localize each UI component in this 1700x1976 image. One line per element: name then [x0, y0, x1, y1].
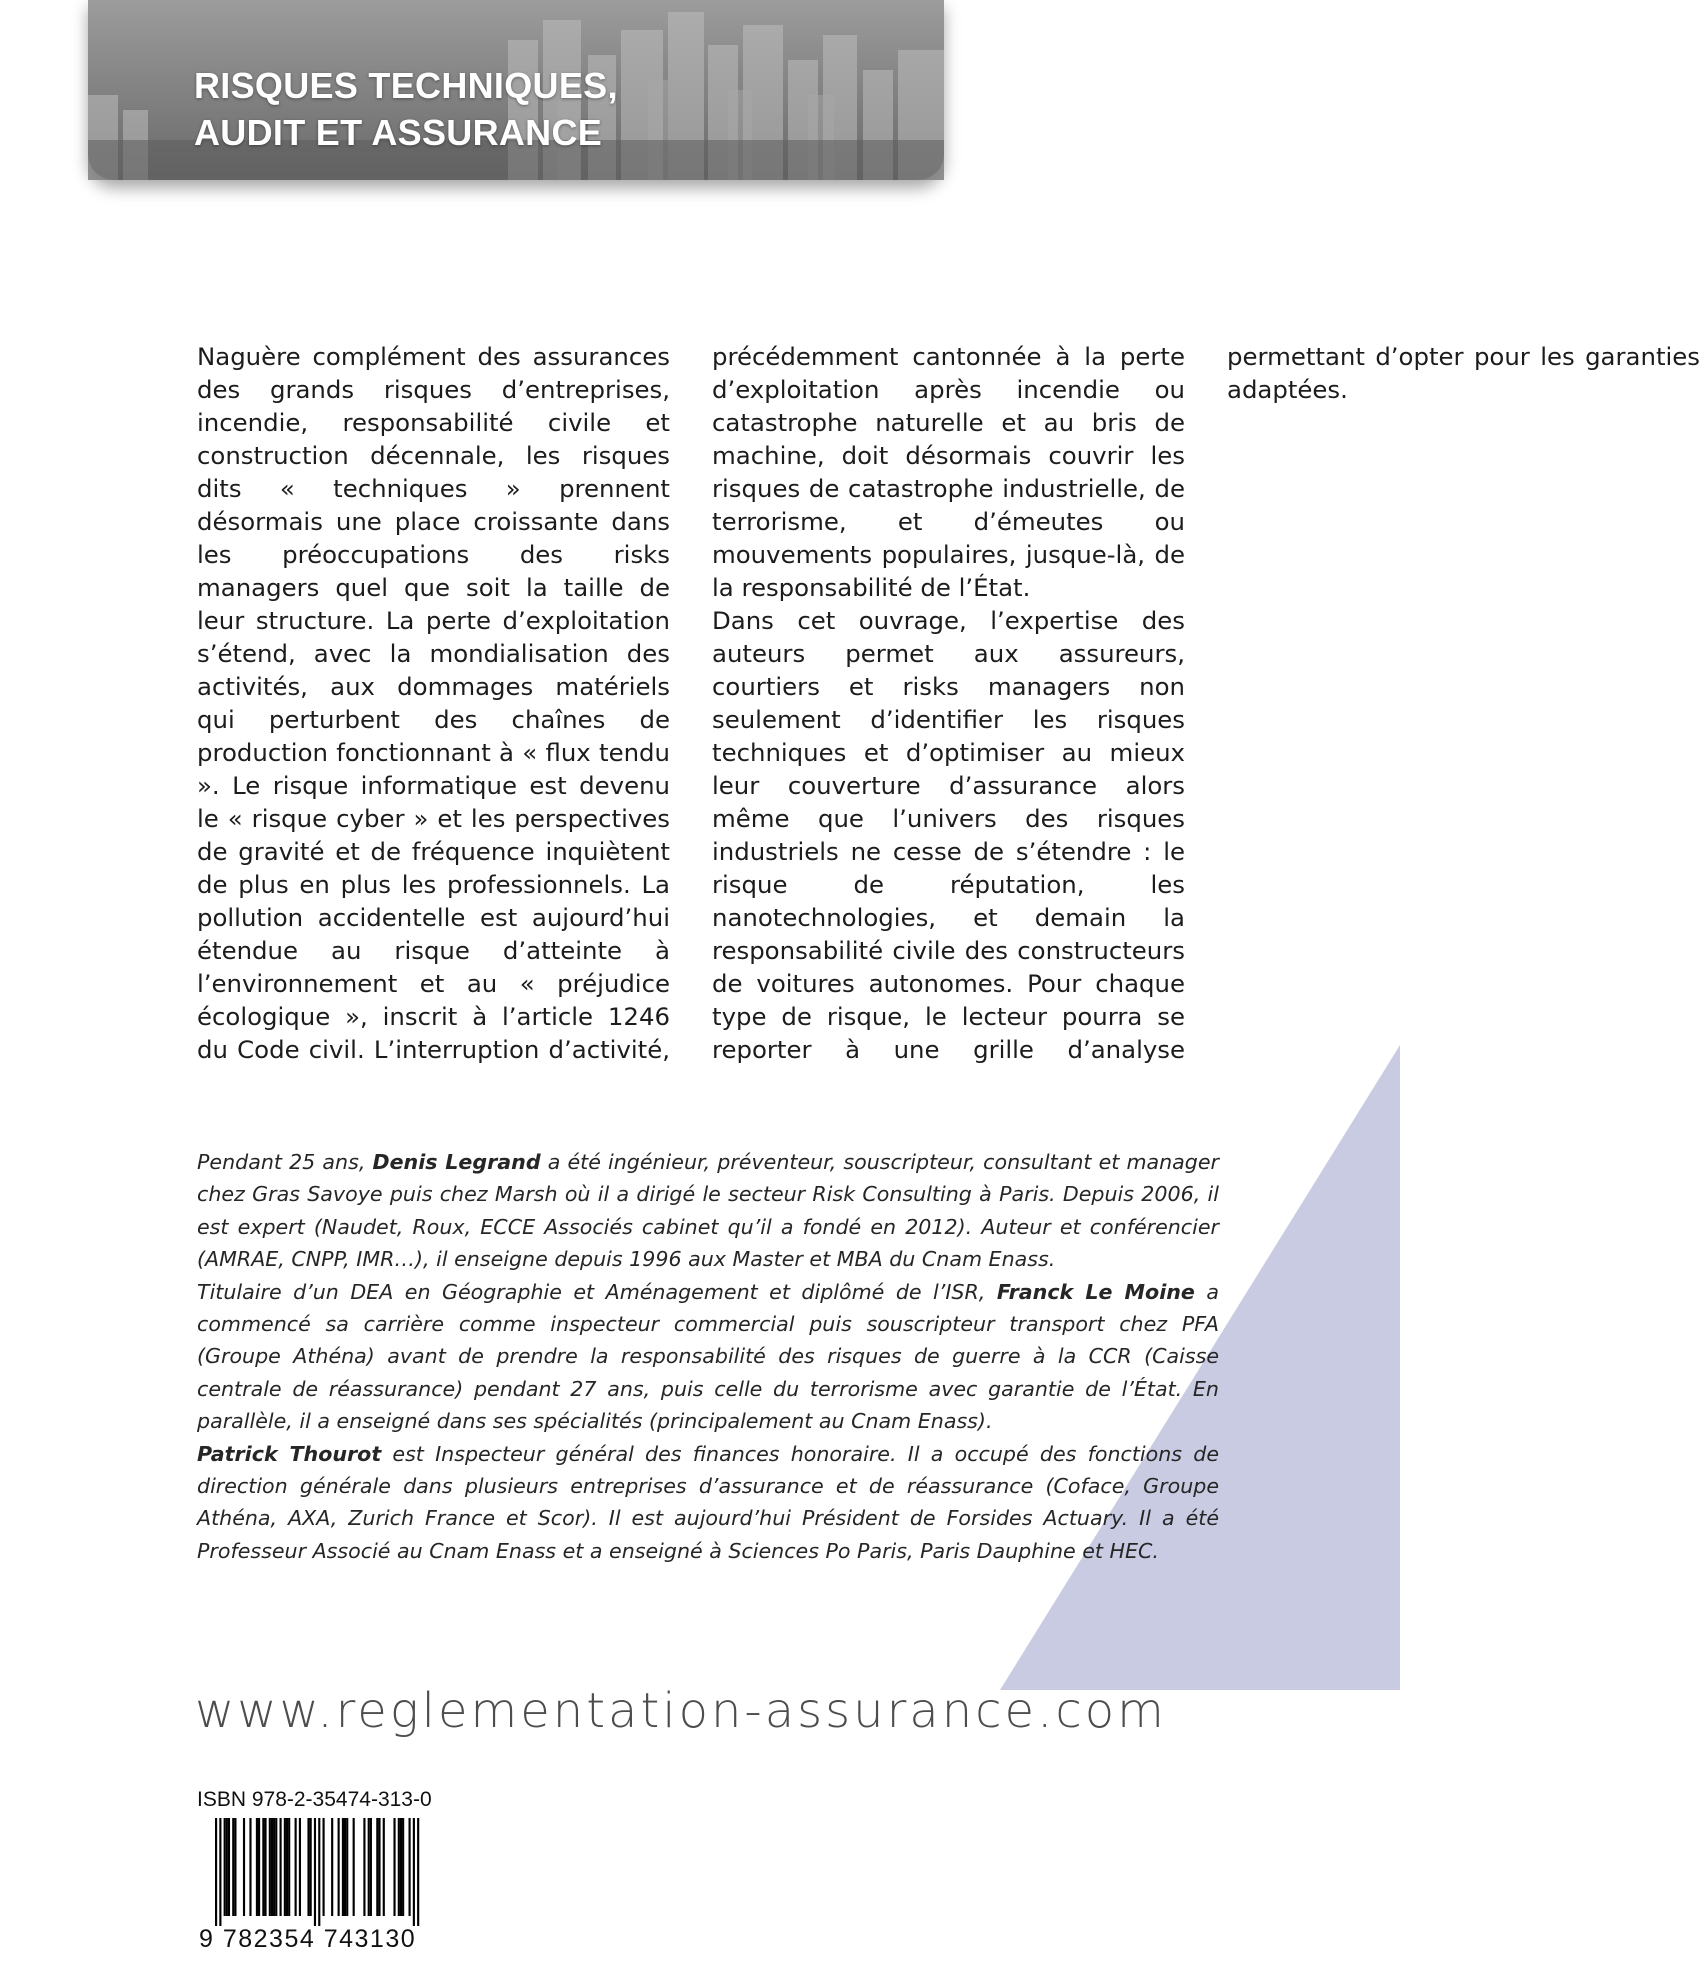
barcode-bar — [323, 1818, 325, 1916]
barcode-bar — [400, 1818, 402, 1916]
barcode-bar — [346, 1818, 348, 1916]
barcode-bar — [262, 1818, 264, 1916]
barcode-bar — [378, 1818, 380, 1916]
barcode-bar — [376, 1818, 378, 1916]
barcode-bar — [383, 1818, 385, 1916]
barcode-bar — [219, 1818, 221, 1926]
barcode-bar — [353, 1818, 355, 1916]
barcode-bar — [234, 1818, 236, 1916]
title-line-2: AUDIT ET ASSURANCE — [194, 112, 603, 153]
barcode-bar — [413, 1818, 415, 1926]
barcode-bar — [280, 1818, 282, 1916]
barcode-bar — [284, 1818, 286, 1916]
barcode-bar — [215, 1818, 217, 1926]
barcode-bar — [338, 1818, 340, 1916]
barcode-bar — [318, 1818, 320, 1926]
barcode-bar — [398, 1818, 400, 1916]
barcode-bar — [310, 1818, 312, 1916]
barcode-bar — [342, 1818, 344, 1916]
barcode-digits: 9 782354 743130 — [199, 1925, 417, 1953]
barcode-bar — [269, 1818, 271, 1916]
book-summary — [197, 340, 1700, 1095]
bio-text: Titulaire d’un DEA en Géographie et Aménagement et diplômé de l’ISR, — [197, 1279, 997, 1304]
bio-franck-le-moine — [197, 1276, 1219, 1438]
barcode-bar — [288, 1818, 290, 1916]
barcode-bar — [256, 1818, 258, 1916]
barcode-bar — [299, 1818, 301, 1916]
author-bios — [197, 1146, 1219, 1567]
barcode-bar — [249, 1818, 251, 1916]
bio-text: Pendant 25 ans, — [197, 1150, 373, 1174]
barcode-bar — [258, 1818, 260, 1916]
barcode-bar — [363, 1818, 365, 1916]
barcode-bar — [368, 1818, 370, 1916]
barcode-bar — [275, 1818, 277, 1916]
barcode-bar — [232, 1818, 234, 1916]
isbn-label: ISBN 978-2-35474-313-0 — [197, 1788, 432, 1811]
barcode-bar — [402, 1818, 404, 1916]
barcode-bar — [243, 1818, 245, 1916]
header-banner — [88, 0, 944, 180]
barcode-bar — [224, 1818, 226, 1916]
summary-paragraph-2: Dans cet ouvrage, l’expertise des auteurs permet aux assureurs, courtiers et risks managers non seulement d’identifier les risques techniques et d’optimiser au mieux leur couverture d’assurance alors même que l’univers des risques industriels ne cesse de s’étendre : le risque de réputation, les nanotechnologies, et demain la responsabilité civile des constructeurs de voitures autonomes. Pour chaque type de risque, le lecteur pourra se reporter à une grille d’analyse permettant d’opter pour les garanties adaptées. — [712, 342, 1700, 1064]
barcode-bar — [273, 1818, 275, 1916]
author-name: Denis Legrand — [372, 1150, 541, 1174]
website-url: www.reglementation-assurance.com — [195, 1683, 1167, 1739]
barcode-bar — [295, 1818, 297, 1916]
barcode-bar — [228, 1818, 230, 1916]
barcode-bar — [271, 1818, 273, 1916]
barcode-bar — [264, 1818, 266, 1916]
barcode — [199, 1818, 435, 1926]
barcode-bar — [307, 1818, 309, 1916]
barcode-bar — [344, 1818, 346, 1916]
author-name: Patrick Thourot — [197, 1441, 382, 1466]
bio-text: a été ingénieur, préventeur, souscripteur, consultant et manager chez Gras Savoye puis chez Marsh où il a dirigé le secteur Risk Consulting à Paris. Depuis 2006, il est expert (Naudet, Roux, ECCE Associés cabinet qu’il a fondé en 2012). Auteur et conférencier (AMRAE, CNPP, IMR…), il enseigne depuis 1996 aux Master et MBA du Cnam Enass. — [197, 1150, 1220, 1272]
bio-text: a commencé sa carrière comme inspecteur commercial puis souscripteur transport chez PFA (Groupe Athéna) avant de prendre la responsabilité des risques de guerre à la CCR (Caisse centrale de réassurance) pendant 27 ans, puis celle du terrorisme avec garantie de l’État. En parallèle, il a enseigné dans ses spécialités (principalement au Cnam Enass). — [197, 1279, 1219, 1434]
book-title — [194, 62, 618, 156]
bio-denis-legrand — [197, 1146, 1219, 1276]
barcode-bar — [286, 1818, 288, 1916]
title-line-1: RISQUES TECHNIQUES, — [194, 65, 618, 106]
bio-text: est Inspecteur général des finances honoraire. Il a occupé des fonctions de direction générale dans plusieurs entreprises d’assurance et de réassurance (Coface, Groupe Athéna, AXA, Zurich France et Scor). Il est aujourd’hui Président de Forsides Actuary. Il a été Professeur Associé au Cnam Enass et a enseigné à Sciences Po Paris, Paris Dauphine et HEC. — [197, 1441, 1219, 1563]
barcode-bar — [409, 1818, 411, 1916]
barcode-bar — [393, 1818, 395, 1916]
bio-patrick-thourot — [197, 1438, 1219, 1568]
barcode-bar — [226, 1818, 228, 1916]
barcode-bar — [370, 1818, 372, 1916]
author-name: Franck Le Moine — [996, 1279, 1195, 1304]
summary-paragraph-1: Naguère complément des assurances des grands risques d’entreprises, incendie, responsabilité civile et construction décennale, les risques dits « techniques » prennent désormais une place croissante dans les préoccupations des risks managers quel que soit la taille de leur structure. La perte d’exploitation s’étend, avec la mondialisation des activités, aux dommages matériels qui perturbent des chaînes de production fonctionnant à « flux tendu ». Le risque informatique est devenu le « risque cyber » et les perspectives de gravité et de fréquence inquiètent de plus en plus les professionnels. La pollution accidentelle est aujourd’hui étendue au risque d’atteinte à l’environnement et au « préjudice écologique », inscrit à l’article 1246 du Code civil. L’interruption d’activité, précédemment cantonnée à la perte d’exploitation après incendie ou catastrophe naturelle et au bris de machine, doit désormais couvrir les risques de catastrophe industrielle, de terrorisme, et d’émeutes ou mouvements populaires, jusque-là, de la responsabilité de l’État. — [197, 342, 1185, 1064]
barcode-bar — [331, 1818, 333, 1916]
barcode-bar — [314, 1818, 316, 1926]
barcode-bar — [417, 1818, 419, 1926]
